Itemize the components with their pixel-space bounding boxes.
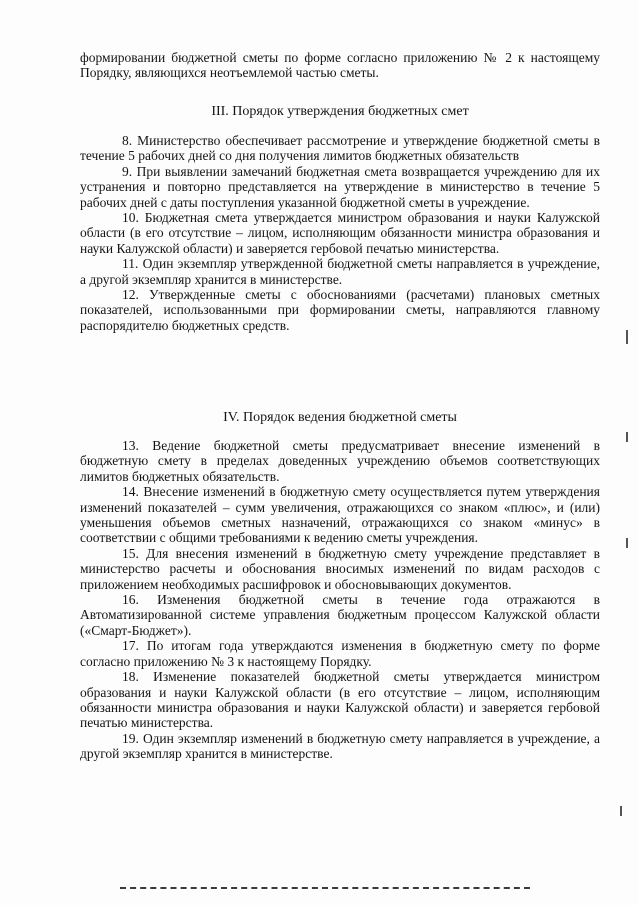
paragraph-18: 18. Изменение показателей бюджетной сметы утверждается министром образования и науки Калужской области (в его отсутствие – лицом, исполняющим обязанности министра образования и науки Калужской области) и заверяется гербовой печатью министерства.	[80, 669, 600, 731]
paragraph-19: 19. Один экземпляр изменений в бюджетную смету направляется в учреждение, а другой экземпляр хранится в министерстве.	[80, 730, 600, 762]
paragraph-17: 17. По итогам года утверждаются изменения в бюджетную смету по форме согласно приложению № 3 к настоящему Порядку.	[80, 638, 600, 669]
section-3-body	[80, 133, 600, 333]
scan-bottom-edge	[120, 887, 530, 889]
paragraph-15: 15. Для внесения изменений в бюджетную смету учреждение представляет в министерство расчеты и обоснования вносимых изменений по видам расходов с приложением необходимых расшифровок и обосновывающих документов.	[80, 545, 600, 592]
scan-artifact-mark	[626, 538, 628, 548]
paragraph-9: 9. При выявлении замечаний бюджетная смета возвращается учреждению для их устранения и повторно представляется на утверждение в министерство в течение 5 рабочих дней с даты поступления указанной бюджетной сметы в учреждение.	[80, 163, 600, 210]
paragraph-16: 16. Изменения бюджетной сметы в течение года отражаются в Автоматизированной системе управления бюджетным процессом Калужской области («Смарт-Бюджет»).	[80, 592, 600, 638]
scan-artifact-mark	[626, 432, 628, 442]
paragraph-14: 14. Внесение изменений в бюджетную смету осуществляется путем утверждения изменений показателей – сумм увеличения, отражающихся со знаком «плюс», и (или) уменьшения объемов сметных назначений, отражающихся со знаком «минус» в соответствии с общими требованиями к ведению сметы учреждения.	[80, 484, 600, 546]
scan-artifact-mark	[620, 806, 622, 816]
section-3-heading: III. Порядок утверждения бюджетных смет	[211, 104, 469, 119]
paragraph-11: 11. Один экземпляр утвержденной бюджетной сметы направляется в учреждение, а другой экземпляр хранится в министерстве.	[80, 256, 600, 287]
section-4-heading: IV. Порядок ведения бюджетной сметы	[223, 410, 457, 425]
paragraph-10: 10. Бюджетная смета утверждается министром образования и науки Калужской области (в его отсутствие – лицом, исполняющим обязанности министра образования и науки Калужской области) и заверяется гербовой печатью министерства.	[80, 210, 600, 256]
paragraph-8: 8. Министерство обеспечивает рассмотрение и утверждение бюджетной сметы в течение 5 рабочих дней со дня получения лимитов бюджетных обязательств	[80, 133, 600, 164]
paragraph-12: 12. Утвержденные сметы с обоснованиями (расчетами) плановых сметных показателей, использованными при формировании сметы, направляются главному распорядителю бюджетных средств.	[80, 287, 600, 333]
intro-block	[80, 50, 600, 81]
section-4-body	[80, 438, 600, 762]
scan-artifact-mark	[626, 330, 628, 344]
intro-paragraph: формировании бюджетной сметы по форме согласно приложению № 2 к настоящему Порядку, являющихся неотъемлемой частью сметы.	[80, 50, 600, 81]
paragraph-13: 13. Ведение бюджетной сметы предусматривает внесение изменений в бюджетную смету в пределах доведенных учреждению объемов соответствующих лимитов бюджетных обязательств.	[80, 438, 600, 484]
